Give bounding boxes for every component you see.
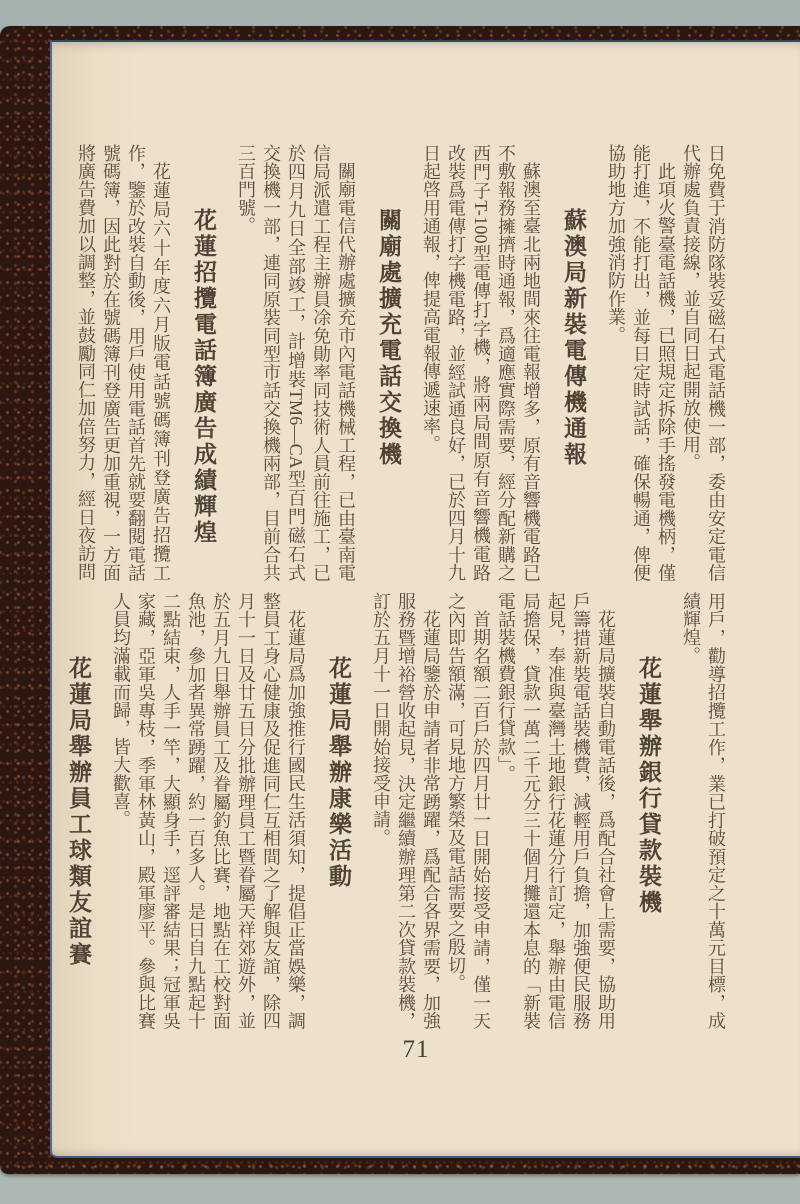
book-page <box>50 40 800 1158</box>
article-paragraph: 花蓮局鑒於申請者非常踴躍，爲配合各界需要，加強服務暨增裕營收起見，決定繼續辦理第二次貸款裝機，訂於五月十一日開始接受申請。 <box>371 592 441 1030</box>
article-paragraph: 用戶，勸導招攬工作，業已打破預定之十萬元目標，成績輝煌。 <box>681 592 726 1030</box>
article-heading: 花蓮局舉辦員工球類友誼賽 <box>66 656 91 968</box>
article-paragraph: 此項火警臺電話機，已照規定拆除手搖發電機柄，僅能打進，不能打出，並每日定時試話，確保暢通，俾便協助地方加強消防作業。 <box>606 144 676 582</box>
page-stack-edges <box>12 38 54 1152</box>
article-heading: 關廟處擴充電話交換機 <box>376 208 401 468</box>
article-heading: 花蓮招攬電話簿廣告成績輝煌 <box>191 208 216 546</box>
article-paragraph: 花蓮局六十年度六月版電話號碼簿刊登廣告招攬工作，鑒於改裝自動後，用戶使用電話首先就要翻閱電話號碼簿，因此對於在號碼簿刊登廣告更加重視，一方面將廣告費加以調整，並鼓勵同仁加倍努力，經日夜訪問 <box>76 144 171 582</box>
article-heading: 花蓮局舉辦康樂活動 <box>326 656 351 890</box>
page-number: 71 <box>402 1036 430 1063</box>
article-heading: 花蓮舉辦銀行貸款裝機 <box>636 656 661 916</box>
article-paragraph: 花蓮局爲加強推行國民生活須知，提倡正當娛樂，調整員工身心健康及促進同仁互相間之了解與友誼，除四月十一日及廿五日分批辦理員工暨眷屬天祥郊遊外，並於五月九日舉辦員工及眷屬釣魚比賽，地點在工校對面魚池，參加者異常踴躍，約一百多人。是日自九點起十二點結束，人手一竿，大顯身手，逕評審結果；冠軍吳家藏，亞軍吳專枝，季軍林黃山，殿軍廖平。參與比賽人員均滿載而歸，皆大歡喜。 <box>111 592 306 1030</box>
article-paragraph: 首期名額二百戶於四月廿一日開始接受申請，僅一天之內即告額滿，可見地方繁榮及電話需要之殷切。 <box>446 592 491 1030</box>
article-heading: 蘇澳局新裝電傳機通報 <box>561 208 586 468</box>
text-register-top <box>60 144 728 582</box>
article-paragraph: 蘇澳至臺北兩地間來往電報增多，原有音響機電路已不敷報務擁擠時通報，爲適應實際需要，經分配新購之西門子T-100型電傳打字機，將兩局間原有音響機電路改裝爲電傳打字機電路，並經試通良好，已於四月十九日起啓用通報，俾提高電報傳遞速率。 <box>421 144 541 582</box>
text-register-bottom <box>60 592 728 1030</box>
article-paragraph: 日免費于消防隊裝妥磁石式電話機一部，委由安定電信代辦處負責接線，並自同日起開放使用。 <box>681 144 726 582</box>
article-paragraph: 花蓮局擴裝自動電話後，爲配合社會上需要，協助用戶籌措新裝電話裝機費，減輕用戶負擔，加強便民服務起見，奉准與臺灣土地銀行花蓮分行訂定，舉辦由電信局擔保，貸款一萬二千元分三十個月攤還本息的「新裝電話裝機費銀行貸款」。 <box>496 592 616 1030</box>
article-paragraph: 關廟電信代辦處擴充市內電話機械工程，已由臺南電信局派遣工程主辦員凃免勛率同技術人員前往施工，已於四月九日全部竣工，計增裝TM6—CA型百門磁石式交換機一部，連同原裝同型市話交換機兩部，目前合共三百門號。 <box>236 144 356 582</box>
